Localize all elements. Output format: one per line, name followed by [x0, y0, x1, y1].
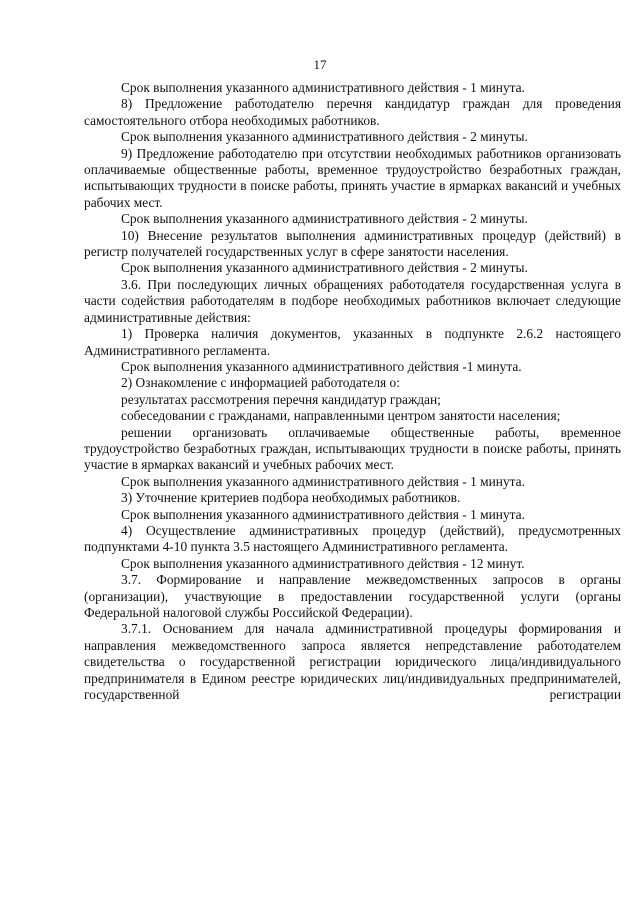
paragraph: 1) Проверка наличия документов, указанных в подпункте 2.6.2 настоящего Административного регламента. — [84, 326, 621, 358]
page-number: 17 — [313, 57, 327, 72]
paragraph: 3.6. При последующих личных обращениях работодателя государственная услуга в части содействия работодателям в подборе необходимых работников включает следующие административные действия: — [84, 276, 621, 325]
paragraph: Срок выполнения указанного административного действия - 12 минут. — [121, 555, 525, 571]
paragraph: Срок выполнения указанного административного действия - 2 минуты. — [121, 260, 528, 276]
paragraph: Срок выполнения указанного административного действия - 1 минута. — [121, 80, 525, 95]
paragraph: Срок выполнения указанного административного действия - 1 минута. — [121, 506, 525, 522]
paragraph: решении организовать оплачиваемые общественные работы, временное трудоустройство безработных граждан, испытывающих трудности в поиске работы, принять участие в ярмарках вакансий и учебных рабочих мест. — [84, 424, 621, 473]
paragraph: 2) Ознакомление с информацией работодателя о: — [121, 375, 400, 391]
paragraph: 3.7.1. Основанием для начала административной процедуры формирования и направления межведомственного запроса является непредставление работодателем свидетельства о государственной регистрации юридического лица/индивидуального предпринимателя в Едином реестре юридических лиц/индивидуальных предпринимателей, государственной регистрации — [84, 621, 621, 703]
paragraph: 3) Уточнение критериев подбора необходимых работников. — [121, 490, 461, 506]
paragraph: результатах рассмотрения перечня кандидатур граждан; — [121, 391, 441, 407]
paragraph: 9) Предложение работодателю при отсутствии необходимых работников организовать оплачиваемые общественные работы, временное трудоустройство безработных граждан, испытывающих трудности в поиске работы, принять участие в ярмарках вакансий и учебных рабочих мест. — [84, 145, 621, 210]
paragraph: 10) Внесение результатов выполнения административных процедур (действий) в регистр получателей государственных услуг в сфере занятости населения. — [84, 227, 621, 260]
paragraph: Срок выполнения указанного административного действия - 2 минуты. — [121, 211, 528, 227]
document-body — [84, 80, 621, 703]
paragraph: 3.7. Формирование и направление межведомственных запросов в органы (организации), участвующие в предоставлении государственной услуги (органы Федеральной налоговой службы Российской Федерации). — [84, 572, 621, 620]
paragraph: 4) Осуществление административных процедур (действий), предусмотренных подпунктами 4-10 пункта 3.5 настоящего Административного регламента. — [84, 522, 621, 555]
paragraph: Срок выполнения указанного административного действия - 2 минуты. — [121, 129, 528, 145]
paragraph: Срок выполнения указанного административного действия - 1 минута. — [121, 473, 525, 489]
paragraph: Срок выполнения указанного административного действия -1 минута. — [121, 358, 522, 374]
paragraph: собеседовании с гражданами, направленными центром занятости населения; — [121, 408, 561, 424]
paragraph: 8) Предложение работодателю перечня кандидатур граждан для проведения самостоятельного отбора необходимых работников. — [84, 96, 621, 128]
